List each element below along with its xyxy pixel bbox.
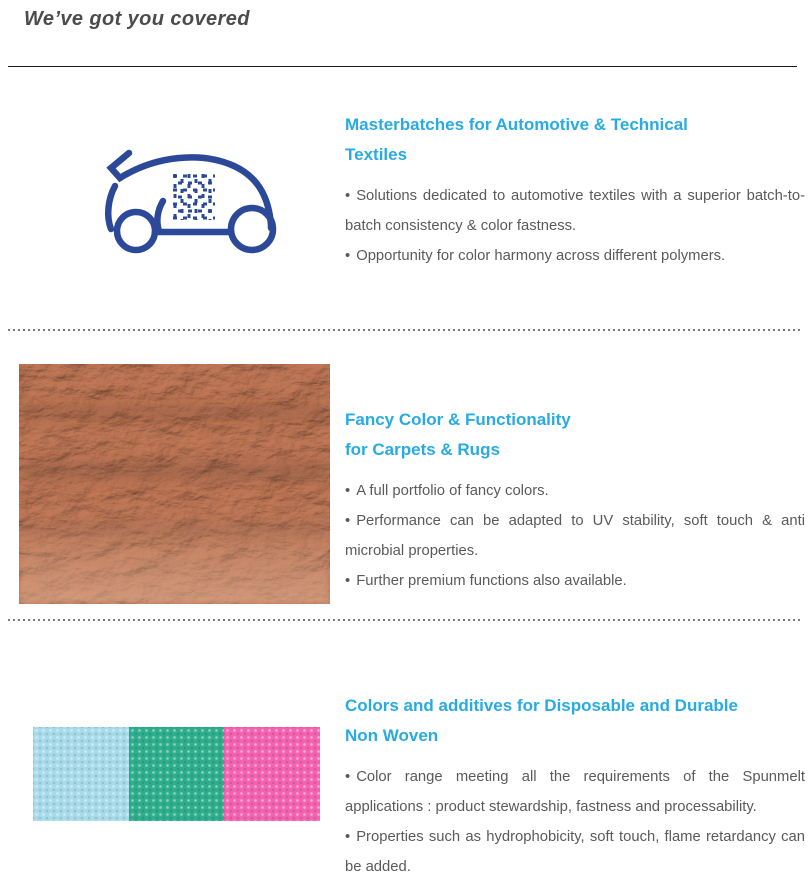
dotted-divider: [8, 619, 800, 621]
section-heading: [345, 110, 805, 170]
section-nonwoven: [345, 691, 805, 882]
bullet-marker: •: [345, 188, 351, 204]
bullet-item: [345, 241, 805, 271]
weave-pattern-icon: [173, 174, 215, 220]
bullet-text: Performance can be adapted to UV stability, soft touch & anti microbial properties.: [345, 513, 805, 559]
section-automotive: [345, 110, 805, 271]
bullet-text: Color range meeting all the requirements of the Spunmelt applications : product stewardship, fastness and processability.: [345, 769, 805, 815]
heading-line: for Carpets & Rugs: [345, 440, 500, 459]
swatch-pink: [224, 727, 320, 821]
bullet-marker: •: [345, 573, 351, 589]
bullet-item: [345, 762, 805, 822]
carpet-photo: [19, 364, 330, 604]
heading-line: Masterbatches for Automotive & Technical: [345, 115, 688, 134]
heading-line: Textiles: [345, 145, 408, 164]
swatch-teal-green: [129, 727, 225, 821]
bullet-item: [345, 181, 805, 241]
bullet-text: Opportunity for color harmony across different polymers.: [356, 248, 726, 264]
bullet-text: Solutions dedicated to automotive textiles with a superior batch-to-batch consistency & color fastness.: [345, 188, 805, 234]
bullet-marker: •: [345, 829, 351, 845]
title-rule: [8, 66, 797, 67]
swatch-light-blue: [33, 727, 129, 821]
bullet-item: [345, 506, 805, 566]
section-carpets: [345, 405, 805, 596]
heading-line: Non Woven: [345, 726, 439, 745]
bullet-marker: •: [345, 513, 351, 529]
heading-line: Fancy Color & Functionality: [345, 410, 571, 429]
bullet-item: [345, 566, 805, 596]
car-textile-icon: [97, 128, 279, 258]
bullet-text: Further premium functions also available.: [356, 573, 627, 589]
dotted-divider: [8, 329, 800, 331]
section-heading: [345, 405, 805, 465]
heading-line: Colors and additives for Disposable and Durable: [345, 696, 738, 715]
bullet-item: [345, 476, 805, 506]
bullet-marker: •: [345, 483, 351, 499]
page-title: We’ve got you covered: [24, 8, 250, 30]
bullet-item: [345, 822, 805, 882]
nonwoven-swatches: [33, 727, 320, 821]
bullet-text: Properties such as hydrophobicity, soft touch, flame retardancy can be added.: [345, 829, 805, 875]
bullet-marker: •: [345, 769, 351, 785]
bullet-marker: •: [345, 248, 351, 264]
bullet-text: A full portfolio of fancy colors.: [356, 483, 549, 499]
section-heading: [345, 691, 805, 751]
